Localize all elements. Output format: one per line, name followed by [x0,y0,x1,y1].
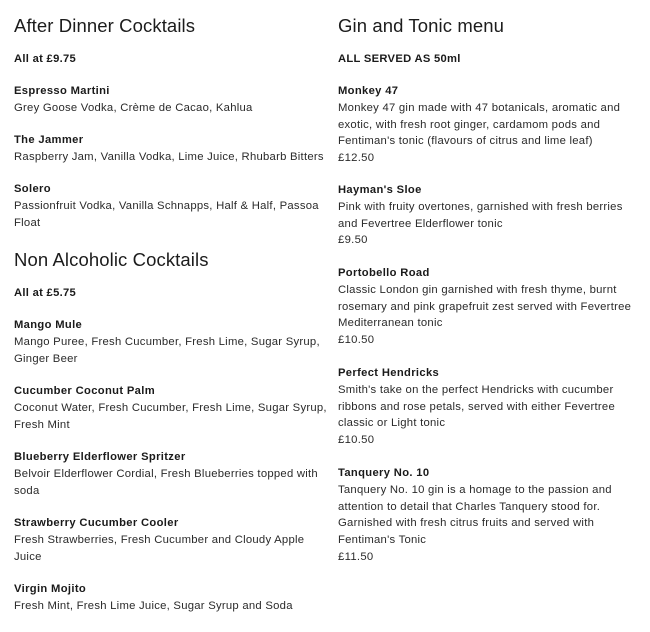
item-description: Grey Goose Vodka, Crème de Cacao, Kahlua [14,102,253,114]
section-title-gin-tonic: Gin and Tonic menu [338,15,505,36]
menu-item [14,182,330,231]
item-name: Mango Mule [14,319,83,331]
item-name: Blueberry Elderflower Spritzer [14,451,186,463]
item-name: Cucumber Coconut Palm [14,385,155,397]
item-name: Portobello Road [338,267,430,279]
item-name: The Jammer [14,134,84,146]
item-name: Solero [14,183,51,195]
item-price: £12.50 [338,152,375,165]
item-description: Passionfruit Vodka, Vanilla Schnapps, Half & Half, Passoa Float [14,200,319,229]
item-description: Fresh Strawberries, Fresh Cucumber and Cloudy Apple Juice [14,534,305,563]
section-serving-note: ALL SERVED AS 50ml [338,53,461,65]
menu-item [14,582,330,615]
item-price: £11.50 [338,550,374,563]
item-description: Tanquery No. 10 gin is a homage to the passion and attention to detail that Charles Tanquery stood for. Garnished with fresh citrus fruits and served with Fentiman's Tonic [338,484,612,547]
item-description: Mango Puree, Fresh Cucumber, Fresh Lime, Sugar Syrup, Ginger Beer [14,336,320,365]
item-price: £10.50 [338,334,375,347]
menu-item [338,84,644,167]
item-name: Monkey 47 [338,85,399,97]
menu-item [338,183,644,249]
menu-item [14,318,330,367]
menu-item [14,84,330,117]
item-description: Coconut Water, Fresh Cucumber, Fresh Lime, Sugar Syrup, Fresh Mint [14,402,327,431]
item-description: Classic London gin garnished with fresh thyme, burnt rosemary and pink grapefruit zest served with Fevertree Mediterranean tonic [338,284,632,330]
item-name: Hayman's Sloe [338,184,422,196]
menu-item [14,384,330,433]
item-name: Virgin Mojito [14,583,87,595]
section-price-note: All at £9.75 [14,53,77,65]
item-description: Pink with fruity overtones, garnished with fresh berries and Fevertree Elderflower tonic [338,201,623,230]
item-description: Raspberry Jam, Vanilla Vodka, Lime Juice, Rhubarb Bitters [14,151,324,163]
section-title-non-alcoholic: Non Alcoholic Cocktails [14,249,209,270]
item-price: £10.50 [338,434,375,447]
item-description: Belvoir Elderflower Cordial, Fresh Blueberries topped with soda [14,468,318,497]
menu-item [338,466,644,566]
item-name: Strawberry Cucumber Cooler [14,517,179,529]
item-name: Perfect Hendricks [338,367,440,379]
section-title-after-dinner: After Dinner Cocktails [14,15,196,36]
menu-item [14,133,330,166]
menu-item [14,450,330,499]
section-price-note: All at £5.75 [14,287,77,299]
item-price: £9.50 [338,234,368,247]
menu-item [14,516,330,565]
item-name: Espresso Martini [14,85,110,97]
menu-item [338,366,644,449]
item-description: Fresh Mint, Fresh Lime Juice, Sugar Syrup and Soda [14,600,293,612]
item-description: Monkey 47 gin made with 47 botanicals, aromatic and exotic, with fresh root ginger, cardamom pods and Fentiman's tonic (flavours of citrus and lime leaf) [338,102,621,148]
item-name: Tanquery No. 10 [338,467,430,479]
item-description: Smith's take on the perfect Hendricks with cucumber ribbons and rose petals, served with either Fevertree classic or Light tonic [338,384,615,430]
menu-item [338,266,644,349]
